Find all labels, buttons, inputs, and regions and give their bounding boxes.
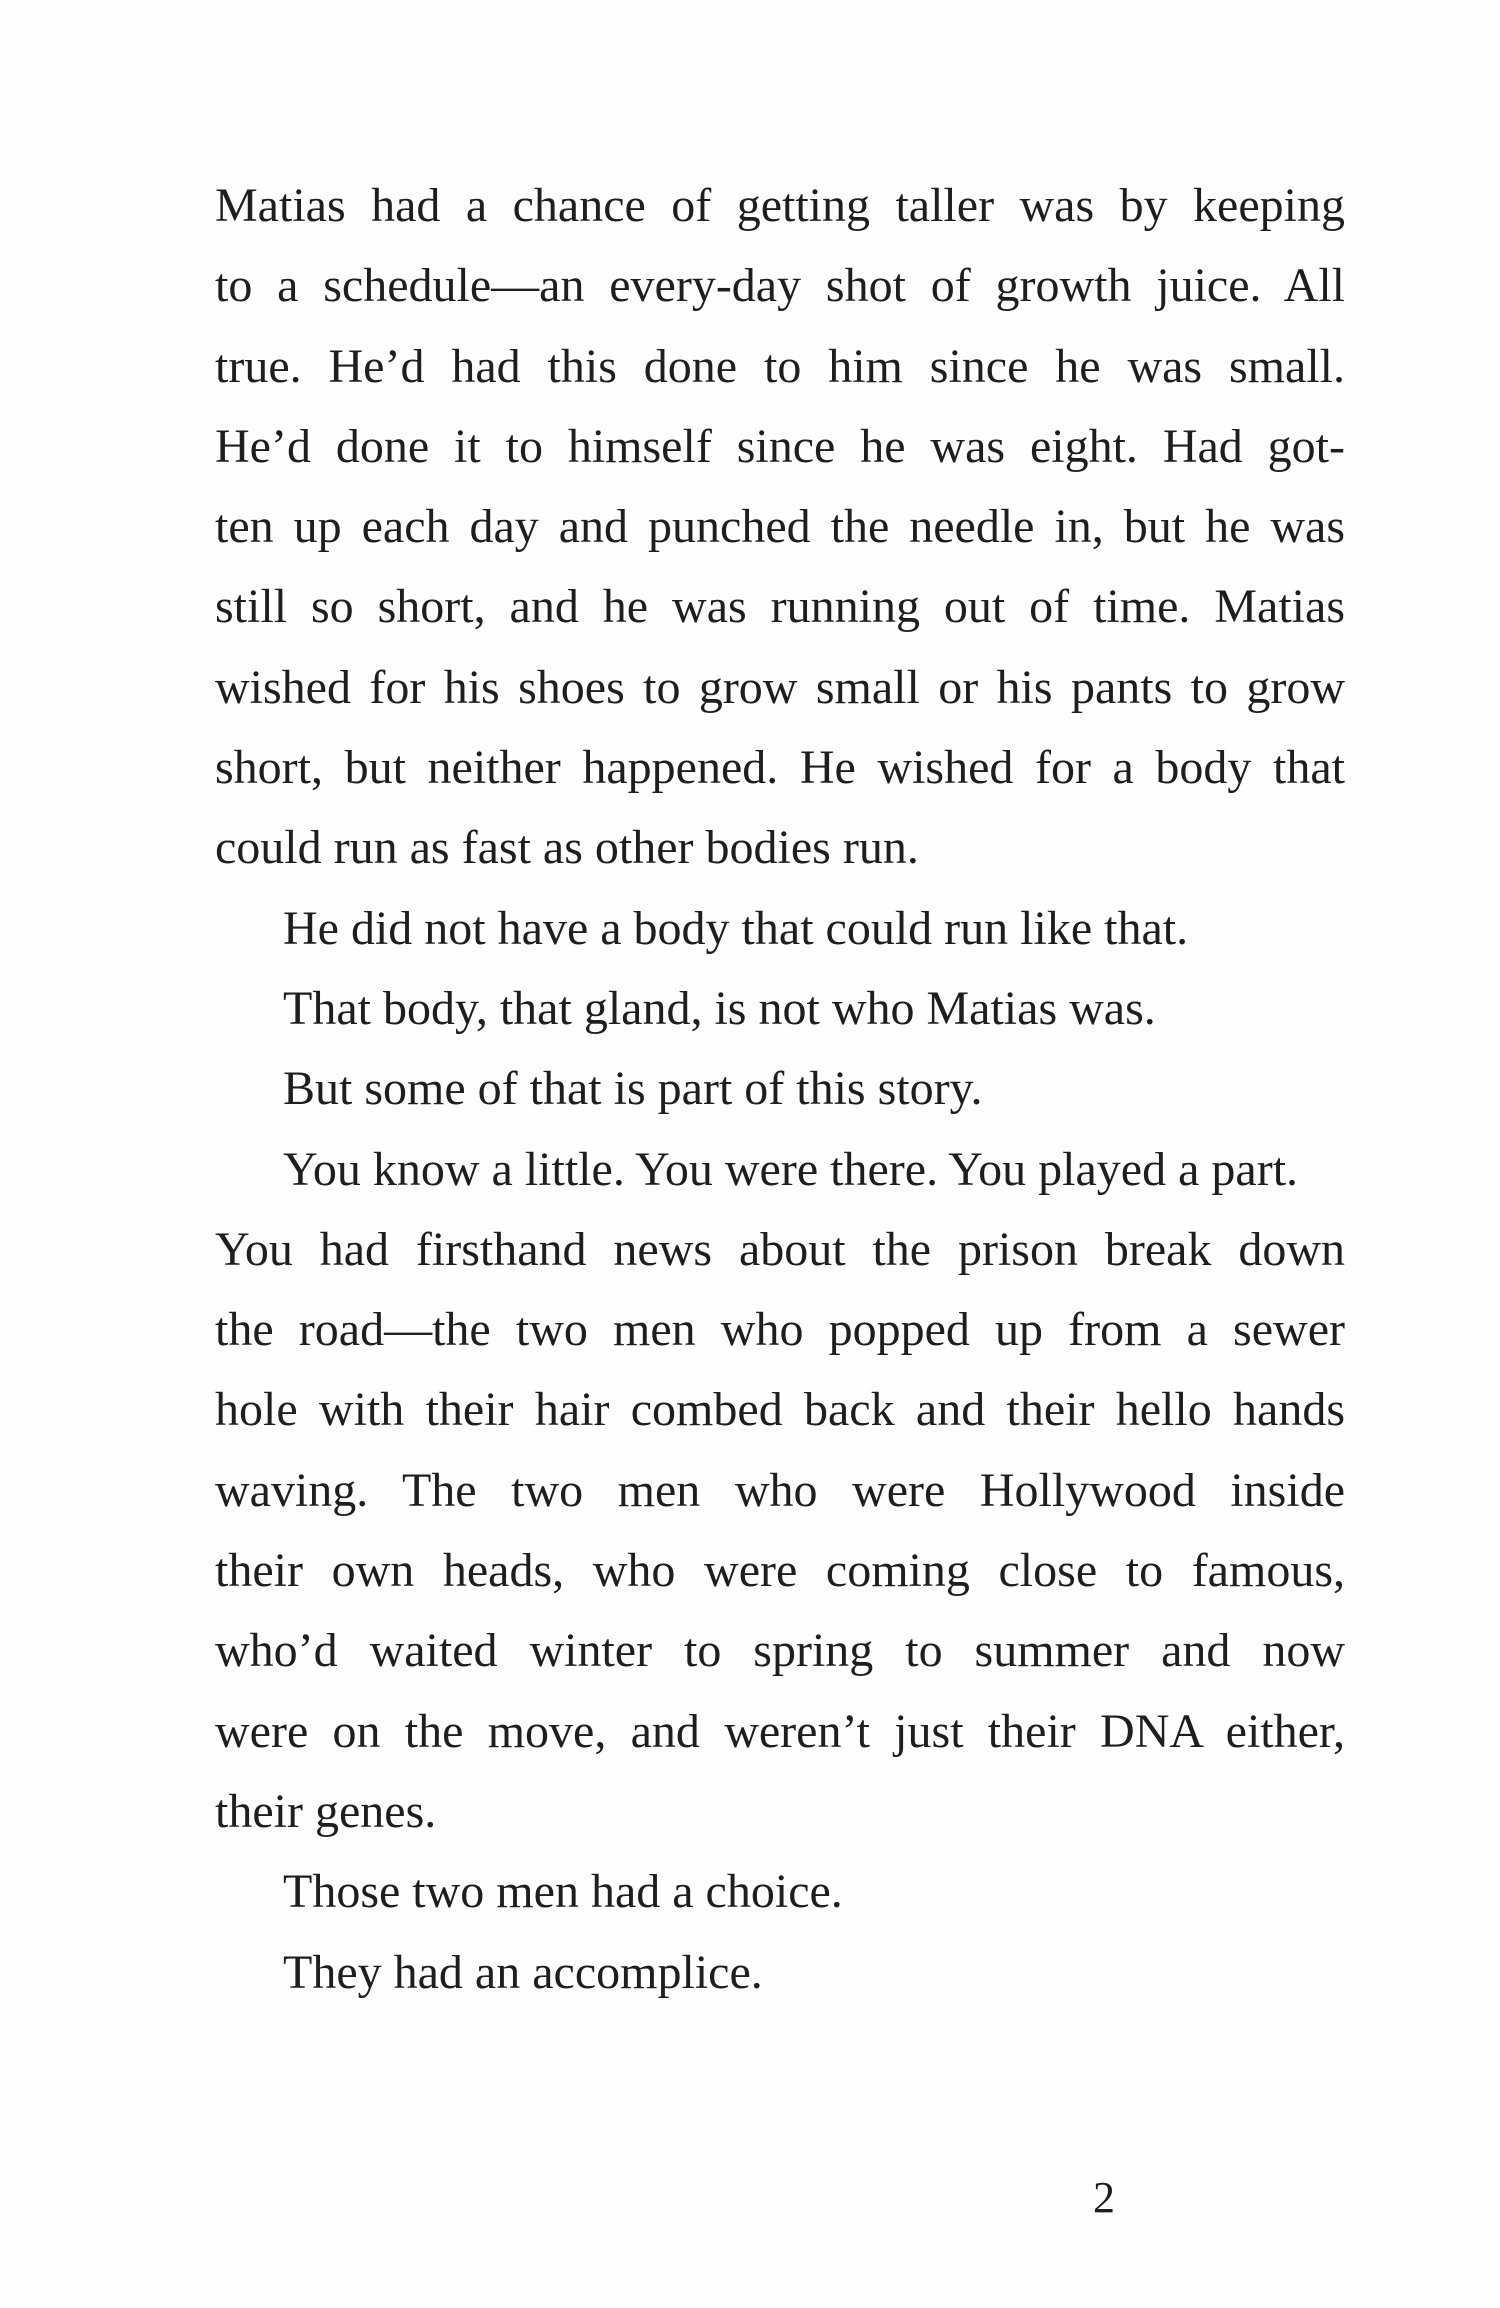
text-line-17: waving. The two men who were Hollywood inside (215, 1463, 1345, 1517)
text-line-10: He did not have a body that could run like that. (283, 901, 1189, 955)
text-line-18: their own heads, who were coming close to famous, (215, 1544, 1345, 1598)
text-line-4: He’d done it to himself since he was eight. Had got- (215, 419, 1345, 473)
text-line-22: Those two men had a choice. (283, 1865, 843, 1919)
text-line-19: who’d waited winter to spring to summer and now (215, 1624, 1345, 1678)
text-line-11: That body, that gland, is not who Matias was. (283, 981, 1156, 1035)
text-line-21: their genes. (215, 1784, 437, 1838)
text-line-6: still so short, and he was running out of time. Matias (215, 580, 1345, 634)
text-line-3: true. He’d had this done to him since he was small. (215, 339, 1345, 393)
text-line-12: But some of that is part of this story. (283, 1062, 983, 1116)
text-line-20: were on the move, and weren’t just their DNA either, (215, 1704, 1345, 1758)
text-line-15: the road—the two men who popped up from a sewer (215, 1303, 1345, 1357)
text-line-8: short, but neither happened. He wished for a body that (215, 741, 1345, 795)
text-line-5: ten up each day and punched the needle in, but he was (215, 500, 1345, 554)
text-line-14: You had firsthand news about the prison break down (215, 1222, 1345, 1276)
text-line-9: could run as fast as other bodies run. (215, 821, 919, 875)
text-line-2: to a schedule—an every-day shot of growth juice. All (215, 259, 1345, 313)
page-number: 2 (1093, 2173, 1115, 2222)
text-line-7: wished for his shoes to grow small or his pants to grow (215, 660, 1345, 714)
text-line-13: You know a little. You were there. You played a part. (283, 1142, 1299, 1196)
text-line-16: hole with their hair combed back and their hello hands (215, 1383, 1345, 1437)
text-line-1: Matias had a chance of getting taller was by keeping (215, 179, 1345, 232)
text-line-23: They had an accomplice. (283, 1945, 763, 1999)
body-text (215, 166, 1345, 2013)
